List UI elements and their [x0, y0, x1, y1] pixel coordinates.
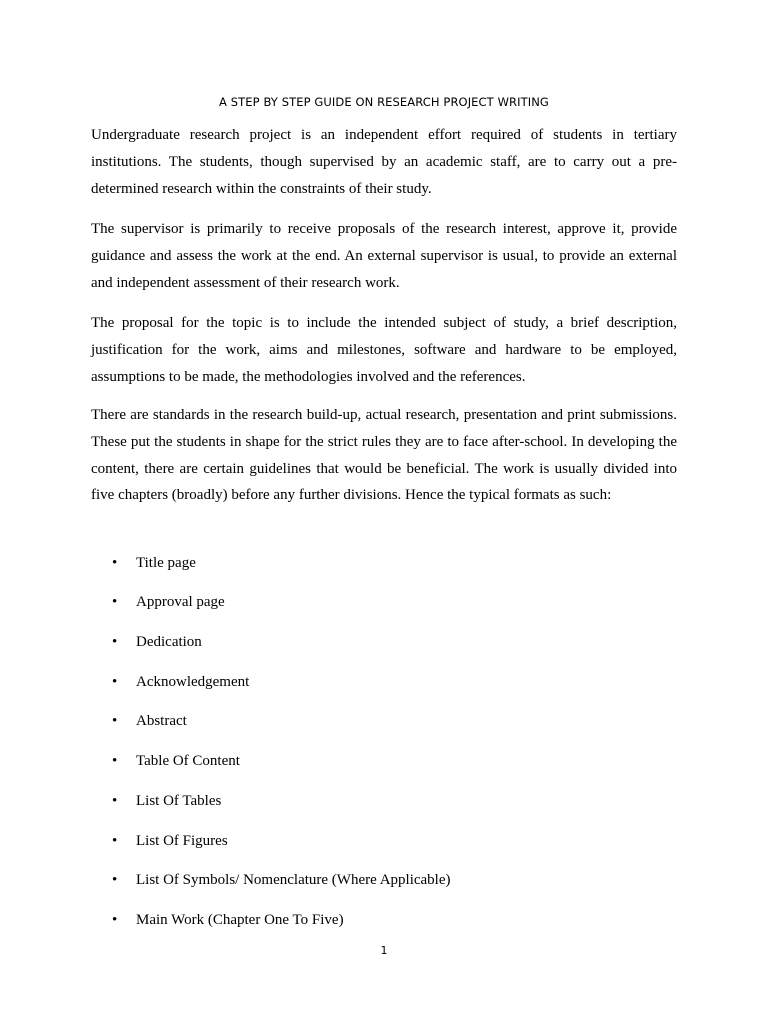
paragraph: The supervisor is primarily to receive proposals of the research interest, approve it, provide guidance and assess the work at the end. An external supervisor is usual, to provide an external and independent assessment of their research work.	[91, 221, 677, 291]
bullet-icon: •	[112, 753, 118, 769]
list-item-text: Abstract	[136, 713, 187, 729]
paragraph: Undergraduate research project is an independent effort required of students in tertiary institutions. The students, though supervised by an academic staff, are to carry out a pre-determined research within the constraints of their study.	[91, 127, 677, 197]
paragraph: There are standards in the research build-up, actual research, presentation and print submissions. These put the students in shape for the strict rules they are to face after-school. In developing the content, there are certain guidelines that would be beneficial. The work is usually divided into five chapters (broadly) before any further divisions. Hence the typical formats as such:	[91, 407, 677, 504]
list-item-text: List Of Symbols/ Nomenclature (Where Applicable)	[136, 872, 451, 888]
bullet-icon: •	[112, 674, 118, 690]
bullet-icon: •	[112, 555, 118, 571]
list-item-text: Acknowledgement	[136, 674, 250, 690]
bullet-icon: •	[112, 793, 118, 809]
bullet-icon: •	[112, 912, 118, 928]
list-item-text: Main Work (Chapter One To Five)	[136, 912, 344, 928]
list-item-text: Dedication	[136, 634, 202, 650]
list-item-text: List Of Figures	[136, 833, 228, 849]
list-item-text: List Of Tables	[136, 793, 222, 809]
list-item-text: Approval page	[136, 594, 225, 610]
bullet-icon: •	[112, 634, 118, 650]
bullet-icon: •	[112, 594, 118, 610]
document-title: A STEP BY STEP GUIDE ON RESEARCH PROJECT WRITING	[219, 95, 549, 109]
list-item-text: Table Of Content	[136, 753, 240, 769]
bullet-icon: •	[112, 872, 118, 888]
bullet-icon: •	[112, 833, 118, 849]
page-number: 1	[380, 944, 388, 957]
paragraph: The proposal for the topic is to include the intended subject of study, a brief description, justification for the work, aims and milestones, software and hardware to be employed, assumptions to be made, the methodologies involved and the references.	[91, 315, 677, 385]
bullet-icon: •	[112, 713, 118, 729]
list-item-text: Title page	[136, 555, 196, 571]
